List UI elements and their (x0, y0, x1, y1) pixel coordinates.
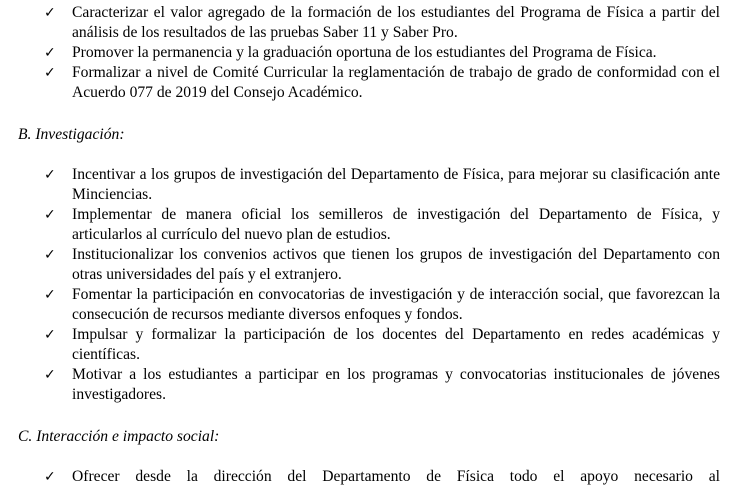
list-item-text: Incentivar a los grupos de investigación del Departamento de Física, para mejorar su clasificación ante Minciencias. (72, 166, 720, 203)
list-item (0, 325, 741, 365)
section-heading-investigacion: B. Investigación: (18, 126, 125, 143)
list-item (0, 245, 741, 285)
section-c-list (0, 467, 741, 486)
list-item (0, 3, 741, 43)
section-a-list (0, 3, 741, 103)
checkmark-icon: ✓ (44, 247, 56, 263)
list-item (0, 63, 741, 103)
list-item-text: Fomentar la participación en convocatorias de investigación y de interacción social, que favorezcan la consecución de recursos mediante diversos enfoques y fondos. (72, 286, 720, 323)
checkmark-icon: ✓ (44, 65, 56, 81)
checkmark-icon: ✓ (44, 327, 56, 343)
list-item-text: Motivar a los estudiantes a participar en los programas y convocatorias institucionales de jóvenes investigadores. (72, 366, 720, 403)
list-item (0, 165, 741, 205)
list-item (0, 43, 741, 63)
checkmark-icon: ✓ (44, 287, 56, 303)
checkmark-icon: ✓ (44, 45, 56, 61)
checkmark-icon: ✓ (44, 207, 56, 223)
checkmark-icon: ✓ (44, 167, 56, 183)
list-item-text: Impulsar y formalizar la participación de los docentes del Departamento en redes académicas y científicas. (72, 326, 720, 363)
checkmark-icon: ✓ (44, 469, 56, 485)
list-item-text: Formalizar a nivel de Comité Curricular la reglamentación de trabajo de grado de conformidad con el Acuerdo 077 de 2019 del Consejo Académico. (72, 64, 720, 101)
list-item-text: Implementar de manera oficial los semilleros de investigación del Departamento de Física, y articularlos al currículo del nuevo plan de estudios. (72, 206, 720, 243)
list-item-text: Ofrecer desde la dirección del Departamento de Física todo el apoyo necesario al (72, 468, 720, 485)
list-item-text: Promover la permanencia y la graduación oportuna de los estudiantes del Programa de Física. (72, 44, 657, 61)
list-item (0, 365, 741, 405)
checkmark-icon: ✓ (44, 367, 56, 383)
section-heading-interaccion: C. Interacción e impacto social: (18, 428, 220, 445)
list-item-text: Institucionalizar los convenios activos que tienen los grupos de investigación del Departamento con otras universidades del país y el extranjero. (72, 246, 720, 283)
checkmark-icon: ✓ (44, 5, 56, 21)
section-b-list (0, 165, 741, 405)
list-item (0, 467, 741, 486)
list-item (0, 205, 741, 245)
list-item-text: Caracterizar el valor agregado de la formación de los estudiantes del Programa de Física a partir del análisis de los resultados de las pruebas Saber 11 y Saber Pro. (72, 4, 720, 41)
list-item (0, 285, 741, 325)
